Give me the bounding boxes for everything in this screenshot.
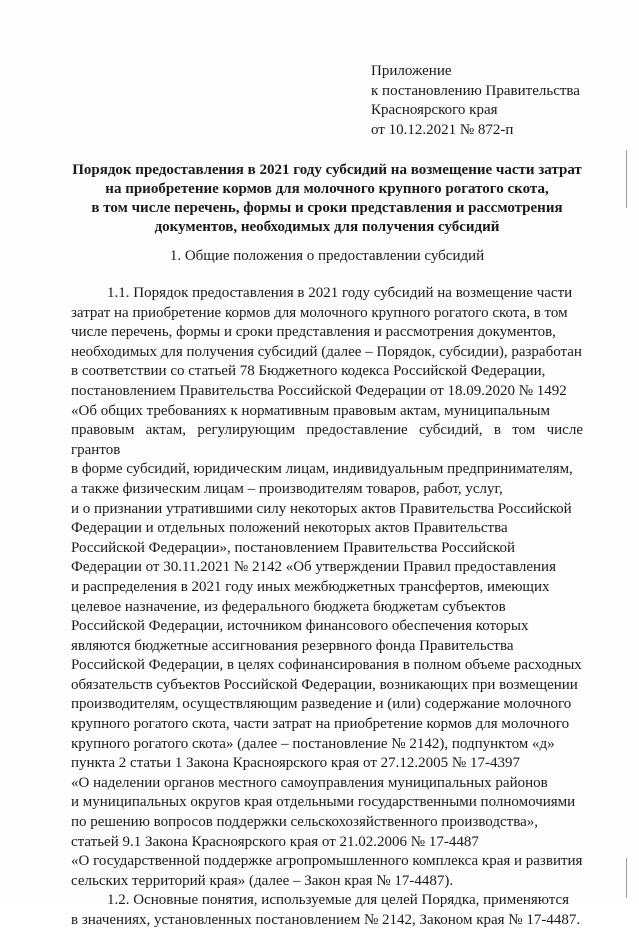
- scan-edge-mark-top: [626, 150, 627, 208]
- title-line-4: документов, необходимых для получения субсидий: [154, 219, 500, 235]
- appendix-line-3: Красноярского края: [371, 102, 498, 118]
- section-heading: 1. Общие положения о предоставлении субсидий: [169, 248, 485, 264]
- paragraph-1-1: 1.1. Порядок предоставления в 2021 году субсидий на возмещение части затрат на приобретение кормов для молочного крупного рогатого скота, в том числе перечень, формы и сроки представления и рассмотрения документов, необходимых для получения субсидий (далее – Порядок, субсидии), разработан в соответствии со статьей 78 Бюджетного кодекса Российской Федерации, постановлением Правительства Российской Федерации от 18.09.2020 № 1492 «Об общих требованиях к нормативным правовым актам, муниципальным правовым актам, регулирующим предоставление субсидий, в том числе грантов в форме субсидий, юридическим лицам, индивидуальным предпринимателям, а также физическим лицам – производителям товаров, работ, услуг, и о признании утратившими силу некоторых актов Правительства Российской Федерации и отдельных положений некоторых актов Правительства Российской Федерации», постановлением Правительства Российской Федерации от 30.11.2021 № 2142 «Об утверждении Правил предоставления и распределения в 2021 году иных межбюджетных трансфертов, имеющих целевое назначение, из федерального бюджета бюджетам субъектов Российской Федерации, источником финансового обеспечения которых являются бюджетные ассигнования резервного фонда Правительства Российской Федерации, в целях софинансирования в полном объеме расходных обязательств субъектов Российской Федерации, возникающих при возмещении производителям, осуществляющим разведение и (или) содержание молочного крупного рогатого скота, части затрат на приобретение кормов для молочного крупного рогатого скота» (далее – постановление № 2142), подпунктом «д» пункта 2 статьи 1 Закона Красноярского края от 27.12.2005 № 17-4397 «О наделении органов местного самоуправления муниципальных районов и муниципальных округов края отдельными государственными полномочиями по решению вопросов поддержки сельскохозяйственного производства», статьей 9.1 Закона Красноярского края от 21.02.2006 № 17-4487 «О государственной поддержке агропромышленного комплекса края и развития сельских территорий края» (далее – Закон края № 17-4487).: [71, 285, 583, 889]
- appendix-line-4: от 10.12.2021 № 872-п: [371, 121, 514, 138]
- document-title: [52, 161, 602, 237]
- appendix-line-2: к постановлению Правительства: [371, 82, 580, 99]
- appendix-line-1: Приложение: [371, 63, 452, 79]
- paragraph-1-2: 1.2. Основные понятия, используемые для целей Порядка, применяются в значениях, установленных постановлением № 2142, Законом края № 17-4487.: [71, 892, 581, 928]
- title-line-2: на приобретение кормов для молочного крупного рогатого скота,: [105, 181, 549, 197]
- appendix-block: [371, 62, 631, 140]
- title-line-1: Порядок предоставления в 2021 году субсидий на возмещение части затрат: [72, 162, 582, 178]
- scan-edge-mark-bottom: [626, 858, 627, 898]
- body-text: [71, 284, 583, 931]
- title-line-3: в том числе перечень, формы и сроки представления и рассмотрения: [91, 200, 563, 216]
